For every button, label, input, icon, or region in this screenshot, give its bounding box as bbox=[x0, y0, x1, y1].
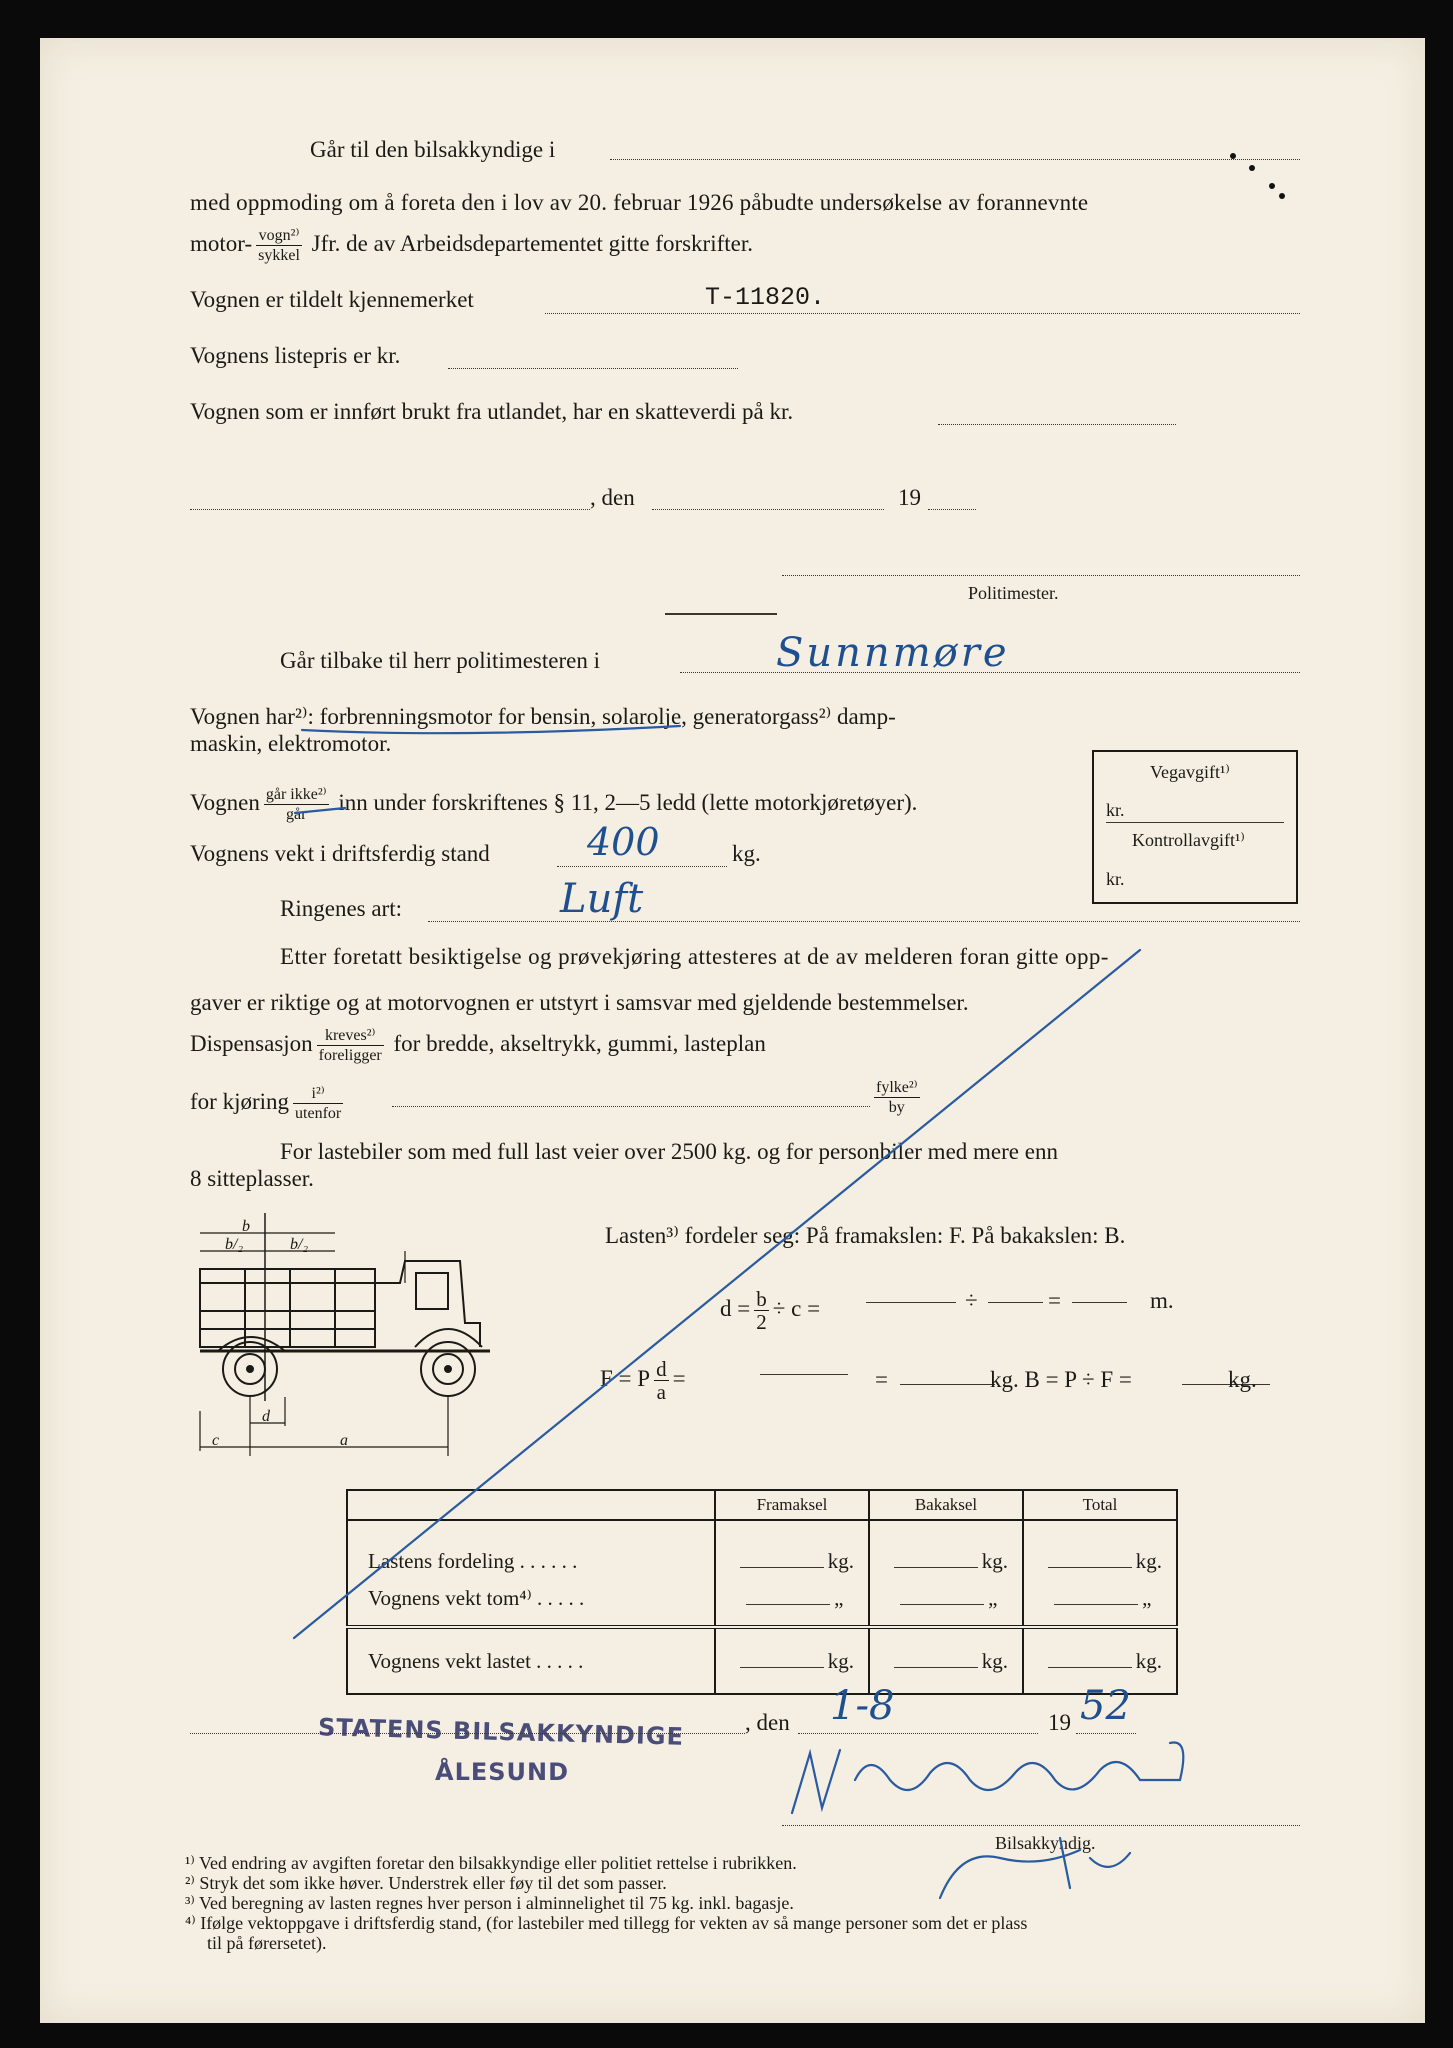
handwritten-weight: 400 bbox=[587, 820, 660, 864]
dim-d-label: d bbox=[262, 1408, 270, 1425]
inspector-signature-field[interactable] bbox=[782, 1825, 1300, 1826]
row-load-distribution: Lastens fordeling . . . . . . bbox=[368, 1549, 578, 1573]
formula-b-unit: kg. bbox=[1228, 1367, 1257, 1392]
inspector-title-label: Bilsakkyndig. bbox=[995, 1833, 1096, 1853]
rear-axle-cell[interactable]: kg. „ bbox=[869, 1520, 1023, 1627]
load-distribution-text: Lasten³⁾ fordeler seg: På framakslen: F. På bakakslen: B. bbox=[605, 1223, 1126, 1248]
ink-dot bbox=[1249, 165, 1255, 171]
list-price-label: Vognens listepris er kr. bbox=[190, 343, 401, 368]
footnote-1: ¹⁾ Ved endring av avgiften foretar den bilsakkyndige eller politiet rettelse i rubrikken. bbox=[185, 1853, 797, 1873]
handwritten-inspection-year: 52 bbox=[1080, 1683, 1131, 1729]
total-loaded-cell[interactable]: kg. bbox=[1023, 1627, 1177, 1694]
rear-axle-loaded-cell[interactable]: kg. bbox=[869, 1627, 1023, 1694]
police-year-field[interactable] bbox=[928, 509, 976, 510]
formula-d-equals: = bbox=[1048, 1288, 1061, 1313]
load-table-corner bbox=[347, 1490, 715, 1520]
formula-d-field-3[interactable] bbox=[1072, 1302, 1127, 1303]
police-place-field[interactable] bbox=[190, 509, 590, 510]
handwritten-inspection-date: 1-8 bbox=[830, 1683, 895, 1729]
dim-c-label: c bbox=[212, 1432, 220, 1449]
formula-f-field-2[interactable] bbox=[900, 1384, 995, 1385]
col-total: Total bbox=[1023, 1490, 1177, 1520]
engine-type-text-cont: maskin, elektromotor. bbox=[190, 731, 392, 756]
police-signature-field[interactable] bbox=[782, 575, 1300, 576]
front-axle-cell[interactable]: kg. „ bbox=[715, 1520, 869, 1627]
police-date-field[interactable] bbox=[652, 509, 884, 510]
police-chief-label: Politimester. bbox=[968, 583, 1059, 603]
light-vehicle-line bbox=[190, 785, 917, 824]
engine-type-text: Vognen har²⁾: forbrenningsmotor for bensin, solarolje, generatorgass²⁾ damp- bbox=[190, 704, 896, 729]
list-price-field[interactable] bbox=[448, 368, 738, 369]
dim-a-label: a bbox=[340, 1432, 348, 1449]
inspector-signature bbox=[792, 1742, 1183, 1813]
inspector-stamp-line-1: STATENS BILSAKKYNDIGE bbox=[317, 1713, 685, 1751]
row-loaded-weight: Vognens vekt lastet . . . . . bbox=[347, 1627, 715, 1694]
police-year-label: 19 bbox=[898, 485, 921, 510]
weight-label: Vognens vekt i driftsferdig stand bbox=[190, 841, 490, 866]
dim-b2-left-label: b/₂ bbox=[225, 1236, 244, 1253]
footnote-4-cont: til på førersetet). bbox=[207, 1933, 327, 1953]
dispensation-fraction: $\frac{\text{kreves²⁾}}{\text{foreligger}}$ bbox=[318, 1027, 382, 1064]
formula-d: d = $\frac{b}{2}$ ÷ c = bbox=[720, 1287, 821, 1334]
formula-b: kg. B = P ÷ F = bbox=[990, 1367, 1132, 1392]
attestation-text-cont: gaver er riktige og at motorvognen er utstyrt i samsvar med gjeldende bestemmelser. bbox=[190, 990, 969, 1015]
road-fee-kr: kr. bbox=[1106, 800, 1125, 820]
police-date-label: , den bbox=[590, 485, 635, 510]
formula-d-unit: m. bbox=[1150, 1288, 1174, 1313]
import-tax-field[interactable] bbox=[938, 424, 1176, 425]
inspector-year-label: 19 bbox=[1048, 1710, 1071, 1735]
driving-area-prefix: for kjøring bbox=[190, 1088, 290, 1114]
dispensation-prefix: Dispensasjon bbox=[190, 1030, 313, 1056]
inspector-date-label: , den bbox=[745, 1710, 790, 1735]
control-fee-kr: kr. bbox=[1106, 869, 1125, 889]
inspector-location-field[interactable] bbox=[610, 159, 1300, 160]
vehicle-type-fraction: $\frac{\text{vogn²⁾}}{\text{sykkel}}$ bbox=[258, 227, 300, 264]
section-divider bbox=[665, 613, 777, 615]
front-axle-loaded-cell[interactable]: kg. bbox=[715, 1627, 869, 1694]
request-text: med oppmoding om å foreta den i lov av 20. februar 1926 påbudte undersøkelse av forannevnte bbox=[190, 190, 1089, 215]
county-fraction: $\frac{\text{fylke²⁾}}{by}$ bbox=[876, 1079, 918, 1116]
form-page bbox=[40, 38, 1425, 2023]
light-vehicle-prefix: Vognen bbox=[190, 789, 260, 815]
formula-b-field[interactable] bbox=[1182, 1384, 1270, 1385]
col-front-axle: Framaksel bbox=[715, 1490, 869, 1520]
vehicle-type-line bbox=[190, 226, 753, 265]
handwritten-district: Sunnmøre bbox=[776, 630, 1010, 676]
inspector-stamp-line-2: ÅLESUND bbox=[435, 1758, 570, 1786]
formula-f: F = P $\frac{d}{a}$ = bbox=[600, 1357, 686, 1404]
formula-d-field-2[interactable] bbox=[988, 1302, 1043, 1303]
dim-b-label: b bbox=[242, 1218, 250, 1235]
ink-dot bbox=[1269, 183, 1275, 189]
load-table-labels bbox=[347, 1520, 715, 1627]
return-to-police-label: Går tilbake til herr politimesteren i bbox=[280, 648, 600, 673]
inspector-date-field[interactable] bbox=[798, 1733, 1038, 1734]
footnote-3: ³⁾ Ved beregning av lasten regnes hver person i alminnelighet til 75 kg. inkl. bagasje. bbox=[185, 1893, 794, 1913]
weight-field[interactable] bbox=[557, 866, 727, 867]
tyre-type-label: Ringenes art: bbox=[280, 896, 402, 921]
road-fee-field[interactable] bbox=[1106, 822, 1284, 823]
formula-f-field-1[interactable] bbox=[760, 1374, 848, 1375]
registration-field[interactable] bbox=[545, 313, 1300, 314]
col-rear-axle: Bakaksel bbox=[869, 1490, 1023, 1520]
light-vehicle-text: inn under forskriftenes § 11, 2—5 ledd (lette motorkjøretøyer). bbox=[338, 789, 918, 815]
vehicle-type-prefix: motor- bbox=[190, 230, 253, 256]
truck-diagram bbox=[190, 1211, 600, 1481]
formula-f-equals: = bbox=[875, 1367, 888, 1392]
fee-box bbox=[1092, 750, 1298, 904]
handwritten-tyre-type: Luft bbox=[560, 876, 644, 922]
formula-d-divide: ÷ bbox=[965, 1288, 978, 1313]
driving-area-line bbox=[190, 1084, 347, 1123]
light-vehicle-fraction: $\frac{\text{går ikke²⁾}}{\text{går}}$ bbox=[265, 786, 327, 823]
inspector-year-field[interactable] bbox=[1076, 1733, 1136, 1734]
total-cell[interactable]: kg. „ bbox=[1023, 1520, 1177, 1627]
control-fee-label: Kontrollavgift¹⁾ bbox=[1132, 830, 1245, 850]
load-table bbox=[346, 1489, 1178, 1695]
row-empty-weight: Vognens vekt tom⁴⁾ . . . . . bbox=[368, 1586, 585, 1610]
inspector-place-field[interactable] bbox=[190, 1733, 745, 1734]
registration-plate-value: T-11820. bbox=[705, 283, 826, 312]
import-tax-label: Vognen som er innført brukt fra utlandet, har en skatteverdi på kr. bbox=[190, 399, 794, 424]
footnote-4: ⁴⁾ Ifølge vektoppgave i driftsferdig stand, (for lastebiler med tillegg for vekten av så mange personer som det er plass bbox=[185, 1913, 1028, 1933]
ink-dot bbox=[1279, 193, 1285, 199]
weight-unit: kg. bbox=[732, 841, 761, 866]
truck-section-text-cont: 8 sitteplasser. bbox=[190, 1166, 314, 1191]
registration-label: Vognen er tildelt kjennemerket bbox=[190, 287, 474, 312]
regulations-text: Jfr. de av Arbeidsdepartementet gitte forskrifter. bbox=[311, 230, 753, 256]
footnote-2: ²⁾ Stryk det som ikke høver. Understrek eller føy til det som passer. bbox=[185, 1873, 667, 1893]
road-fee-label: Vegavgift¹⁾ bbox=[1150, 762, 1230, 782]
driving-area-fraction: $\frac{\text{i²⁾}}{\text{utenfor}}$ bbox=[295, 1085, 342, 1122]
forward-to-inspector-text: Går til den bilsakkyndige i bbox=[310, 137, 556, 162]
attestation-text: Etter foretatt besiktigelse og prøvekjøring attesteres at de av melderen foran gitte opp- bbox=[280, 944, 1109, 969]
truck-section-text: For lastebiler som med full last veier over 2500 kg. og for personbiler med mere enn bbox=[280, 1139, 1058, 1164]
dispensation-line bbox=[190, 1026, 766, 1065]
driving-area-field[interactable] bbox=[392, 1106, 870, 1107]
dim-b2-right-label: b/₂ bbox=[290, 1236, 309, 1253]
dispensation-text: for bredde, akseltrykk, gummi, lasteplan bbox=[393, 1030, 766, 1056]
formula-d-field-1[interactable] bbox=[866, 1302, 956, 1303]
tyre-type-field[interactable] bbox=[428, 921, 1300, 922]
